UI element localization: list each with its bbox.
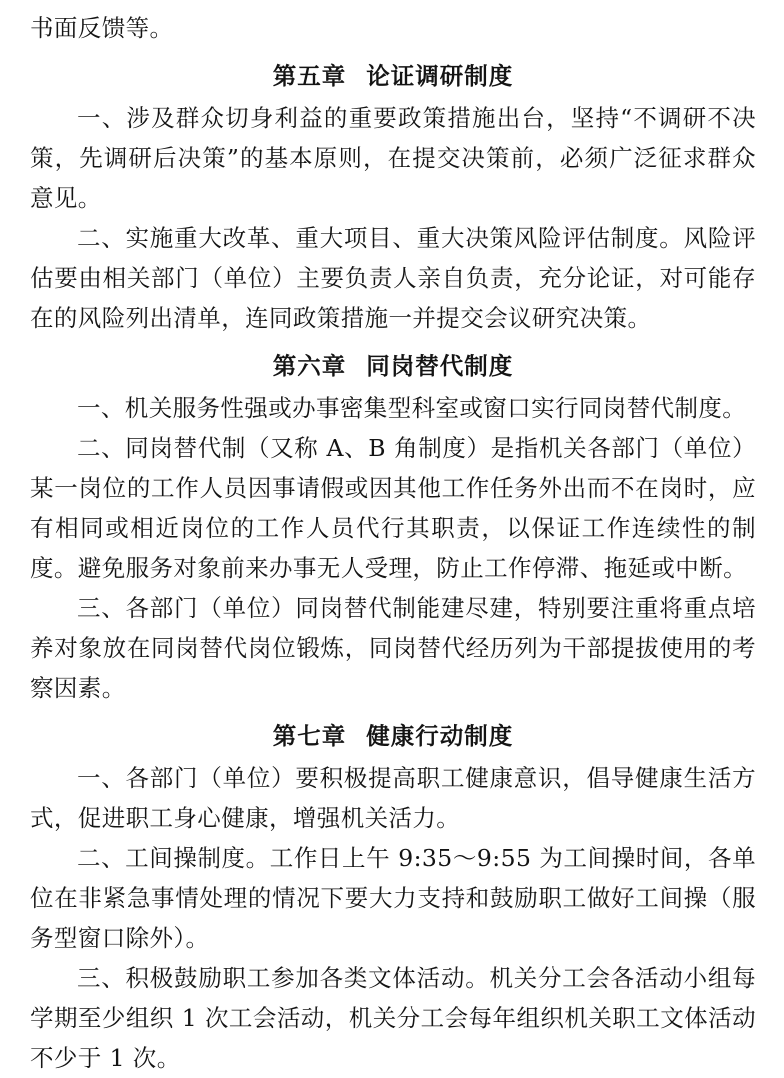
chapter-heading-7 [30,716,756,756]
paragraph-continuation: 书面反馈等。 [30,14,174,42]
chapter-number: 第七章 [272,722,347,750]
paragraph: 一、涉及群众切身利益的重要政策措施出台，坚持“不调研不决策，先调研后决策”的基本原则，在提交决策前，必须广泛征求群众意见。 [30,104,756,212]
chapter-number: 第五章 [272,62,347,90]
paragraph: 三、各部门（单位）同岗替代制能建尽建，特别要注重将重点培养对象放在同岗替代岗位锻炼，同岗替代经历列为干部提拔使用的考察因素。 [30,594,756,702]
paragraph: 二、工间操制度。工作日上午 9:35～9:55 为工间操时间，各单位在非紧急事情处理的情况下要大力支持和鼓励职工做好工间操（服务型窗口除外）。 [30,844,756,952]
chapter-heading-6 [30,346,756,386]
chapter-number: 第六章 [272,352,347,380]
paragraph: 三、积极鼓励职工参加各类文体活动。机关分工会各活动小组每学期至少组织 1 次工会活动，机关分工会每年组织机关职工文体活动不少于 1 次。 [30,964,756,1072]
chapter-title: 同岗替代制度 [366,352,514,380]
paragraph: 一、机关服务性强或办事密集型科室或窗口实行同岗替代制度。 [77,394,747,422]
paragraph: 二、实施重大改革、重大项目、重大决策风险评估制度。风险评估要由相关部门（单位）主要负责人亲自负责，充分论证，对可能存在的风险列出清单，连同政策措施一并提交会议研究决策。 [30,224,756,332]
paragraph: 一、各部门（单位）要积极提高职工健康意识，倡导健康生活方式，促进职工身心健康，增强机关活力。 [30,764,756,832]
chapter-title: 健康行动制度 [366,722,514,750]
paragraph: 二、同岗替代制（又称 A、B 角制度）是指机关各部门（单位）某一岗位的工作人员因事请假或因其他工作任务外出而不在岗时，应有相同或相近岗位的工作人员代行其职责，以保证工作连续性的制度。避免服务对象前来办事无人受理，防止工作停滞、拖延或中断。 [30,434,756,582]
chapter-heading-5 [30,56,756,96]
chapter-title: 论证调研制度 [366,62,514,90]
